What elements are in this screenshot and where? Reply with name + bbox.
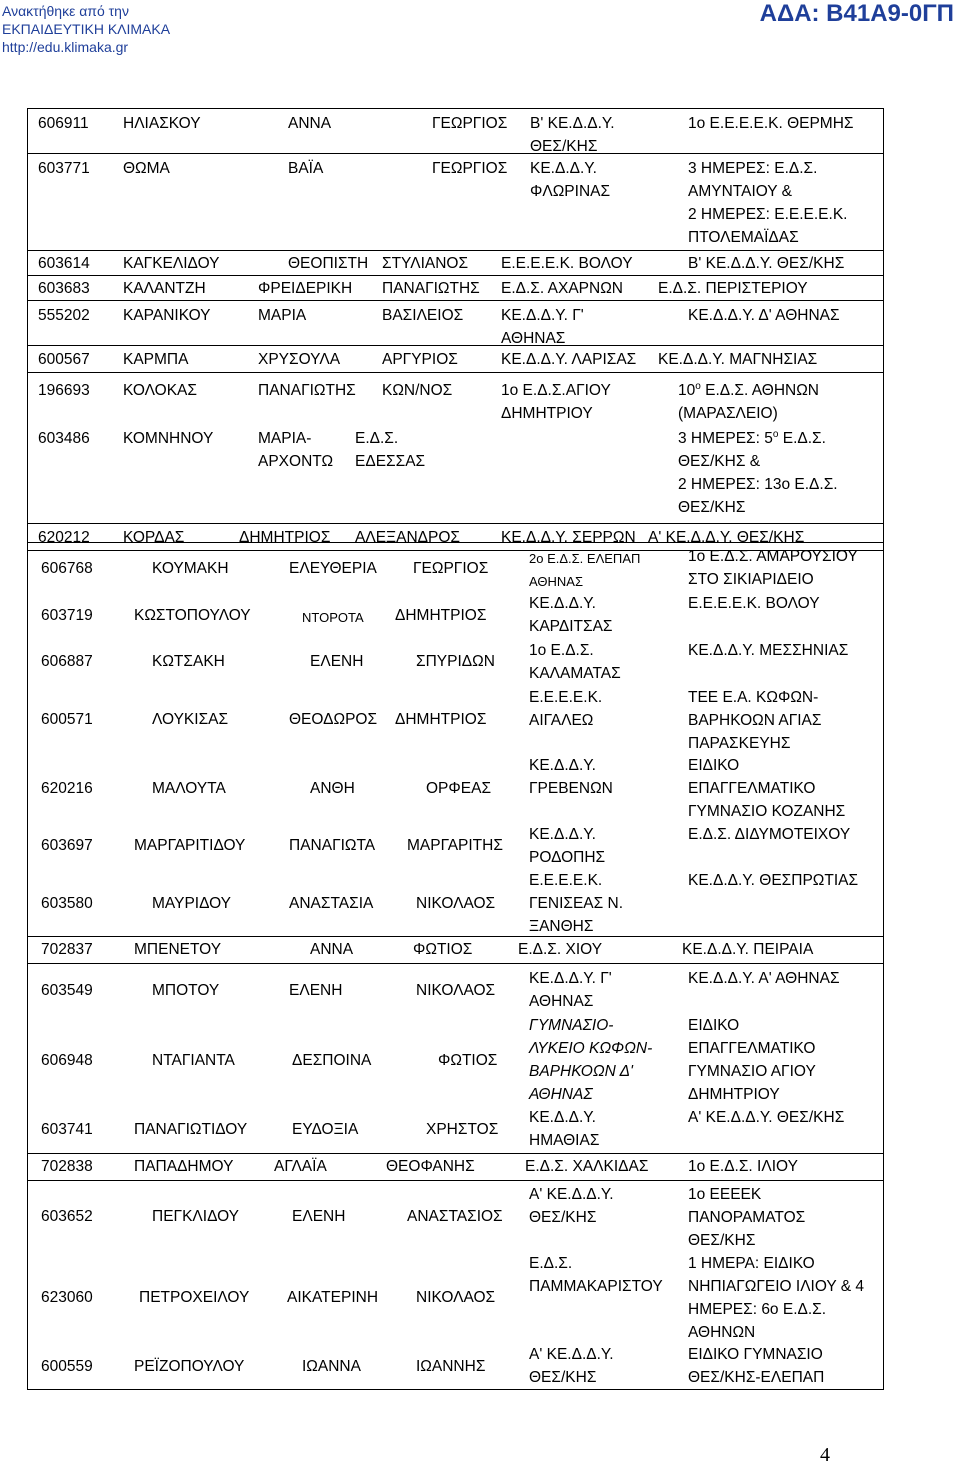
cell-from: Ε.Ε.Ε.Ε.Κ. ΒΟΛΟΥ <box>501 255 633 272</box>
table-row <box>28 154 883 251</box>
cell-id: 600567 <box>38 351 90 368</box>
cell-to: Β' ΚΕ.Δ.Δ.Υ. ΘΕΣ/ΚΗΣ <box>688 255 845 272</box>
cell-to: ΚΕ.Δ.Δ.Υ. ΠΕΙΡΑΙΑ <box>682 941 814 958</box>
cell-from: 1ο Ε.Δ.Σ. ΚΑΛΑΜΑΤΑΣ <box>529 642 621 682</box>
cell-name: ΒΑΪΑ <box>288 160 324 177</box>
cell-surname: ΚΟΡΔΑΣ <box>123 529 185 546</box>
cell-from: ΚΕ.Δ.Δ.Υ. ΓΡΕΒΕΝΩΝ <box>529 757 613 797</box>
cell-father: ΘΕΟΦΑΝΗΣ <box>386 1158 475 1175</box>
cell-father: ΝΙΚΟΛΑΟΣ <box>416 895 496 912</box>
cell-to: ΚΕ.Δ.Δ.Υ. ΘΕΣΠΡΩΤΙΑΣ <box>688 872 859 889</box>
table-row <box>28 346 883 373</box>
cell-id: 600559 <box>41 1358 93 1375</box>
cell-surname: ΜΑΡΓΑΡΙΤΙΔΟΥ <box>134 837 246 854</box>
cell-id: 620216 <box>41 780 93 797</box>
cell-to: ΚΕ.Δ.Δ.Υ. Δ' ΑΘΗΝΑΣ <box>688 307 840 324</box>
cell-surname: ΚΟΜΝΗΝΟΥ <box>123 430 214 447</box>
cell-surname: ΛΟΥΚΙΣΑΣ <box>152 711 229 728</box>
cell-father: ΔΗΜΗΤΡΙΟΣ <box>395 711 487 728</box>
cell-name: ΕΥΔΟΞΙΑ <box>292 1121 359 1138</box>
cell-father: ΟΡΦΕΑΣ <box>426 780 492 797</box>
row-divider <box>28 963 883 964</box>
cell-id: 702837 <box>41 941 93 958</box>
source-line-2: ΕΚΠΑΙΔΕΥΤΙΚΗ ΚΛΙΜΑΚΑ <box>2 21 171 37</box>
cell-father: ΚΩΝ/ΝΟΣ <box>382 382 453 399</box>
cell-name: ΑΝΑΣΤΑΣΙΑ <box>289 895 374 912</box>
cell-name: ΕΛΕΥΘΕΡΙΑ <box>289 560 377 577</box>
cell-father: ΝΙΚΟΛΑΟΣ <box>416 1289 496 1306</box>
cell-father: ΔΗΜΗΤΡΙΟΣ <box>395 607 487 624</box>
cell-father: ΜΑΡΓΑΡΙΤΗΣ <box>407 837 503 854</box>
cell-to-bottom: 3 ΗΜΕΡΕΣ: $5^o$ Ε.Δ.Σ. ΘΕΣ/ΚΗΣ & 2 ΗΜΕΡΕΣ: 13ο Ε.Δ.Σ. ΘΕΣ/ΚΗΣ <box>678 428 838 516</box>
cell-father: ΠΑΝΑΓΙΩΤΗΣ <box>382 280 480 297</box>
cell-surname: ΠΑΝΑΓΙΩΤΙΔΟΥ <box>134 1121 248 1138</box>
cell-surname: ΠΕΤΡΟΧΕΙΛΟΥ <box>139 1289 250 1306</box>
source-link[interactable]: http://edu.klimaka.gr <box>2 39 129 55</box>
cell-name: ΑΝΝΑ <box>310 941 354 958</box>
cell-name: ΑΙΚΑΤΕΡΙΝΗ <box>287 1289 379 1306</box>
cell-surname: ΚΩΣΤΟΠΟΥΛΟΥ <box>134 607 251 624</box>
ada-code: ΑΔΑ: Β41Α9-0ΓΠ <box>759 0 954 27</box>
source-watermark <box>2 2 170 56</box>
page-number: 4 <box>820 1444 830 1466</box>
cell-to: 1ο Ε.Ε.Ε.Ε.Κ. ΘΕΡΜΗΣ <box>688 115 854 132</box>
row-divider <box>28 1180 883 1181</box>
cell-from: ΚΕ.Δ.Δ.Υ. Γ' ΑΘΗΝΑΣ <box>501 307 584 347</box>
cell-from: Ε.Δ.Σ. ΧΙΟΥ <box>518 941 603 958</box>
cell-id: 196693 <box>38 382 90 399</box>
cell-from: ΚΕ.Δ.Δ.Υ. Γ' ΑΘΗΝΑΣ <box>529 970 612 1010</box>
cell-name: ΠΑΝΑΓΙΩΤΑ <box>289 837 376 854</box>
cell-name: ΑΓΛΑΪΑ <box>274 1158 327 1175</box>
cell-to: Ε.Δ.Σ. ΔΙΔΥΜΟΤΕΙΧΟΥ <box>688 826 851 843</box>
cell-id: 603549 <box>41 982 93 999</box>
cell-to: ΕΙΔΙΚΟ ΕΠΑΓΓΕΛΜΑΤΙΚΟ ΓΥΜΝΑΣΙΟ ΚΟΖΑΝΗΣ <box>688 757 846 820</box>
cell-to: 3 ΗΜΕΡΕΣ: Ε.Δ.Σ. ΑΜΥΝΤΑΙΟΥ & 2 ΗΜΕΡΕΣ: Ε.Ε.Ε.Ε.Κ. ΠΤΟΛΕΜΑΪΔΑΣ <box>688 160 848 246</box>
cell-id: 603697 <box>41 837 93 854</box>
cell-to: 1ο Ε.Δ.Σ. ΑΜΑΡΟΥΣΙΟΥ ΣΤΟ ΣΙΚΙΑΡΙΔΕΙΟ <box>688 548 858 588</box>
table-row <box>28 276 883 301</box>
cell-id: 603614 <box>38 255 90 272</box>
cell-id: 606911 <box>38 115 89 132</box>
cell-surname: ΡΕΪΖΟΠΟΥΛΟΥ <box>134 1358 245 1375</box>
cell-surname: ΚΟΛΟΚΑΣ <box>123 382 197 399</box>
cell-surname: ΜΠΟΤΟΥ <box>152 982 220 999</box>
cell-to: 1 ΗΜΕΡΑ: ΕΙΔΙΚΟ ΝΗΠΙΑΓΩΓΕΙΟ ΙΛΙΟΥ & 4 ΗΜΕΡΕΣ: 6ο Ε.Δ.Σ. ΑΘΗΝΩΝ <box>688 1255 865 1341</box>
cell-father: ΙΩΑΝΝΗΣ <box>416 1358 486 1375</box>
cell-from: ΚΕ.Δ.Δ.Υ. ΡΟΔΟΠΗΣ <box>529 826 606 866</box>
cell-name: ΕΛΕΝΗ <box>310 653 364 670</box>
table-row-merged-block <box>28 373 883 524</box>
table-row <box>28 109 883 154</box>
cell-from: ΚΕ.Δ.Δ.Υ. ΛΑΡΙΣΑΣ <box>501 351 637 368</box>
cell-from: Α' ΚΕ.Δ.Δ.Υ. ΘΕΣ/ΚΗΣ <box>529 1346 614 1386</box>
cell-from: ΓΥΜΝΑΣΙΟ- ΛΥΚΕΙΟ ΚΩΦΩΝ- ΒΑΡΗΚΟΩΝ Δ' ΑΘΗΝΑΣ <box>529 1017 653 1103</box>
cell-id: 600571 <box>41 711 93 728</box>
cell-surname: ΜΑΥΡΙΔΟΥ <box>152 895 232 912</box>
cell-name: ΜΑΡΙΑ <box>258 307 307 324</box>
cell-from: Ε.Ε.Ε.Ε.Κ. ΓΕΝΙΣΕΑΣ Ν. ΞΑΝΘΗΣ <box>529 872 624 935</box>
cell-id: 603719 <box>41 607 93 624</box>
row-divider <box>28 936 883 937</box>
cell-from: ΚΕ.Δ.Δ.Υ. ΗΜΑΘΙΑΣ <box>529 1109 600 1149</box>
cell-id: 606887 <box>41 653 93 670</box>
cell-from: 1ο Ε.Δ.Σ.ΑΓΙΟΥ ΔΗΜΗΤΡΙΟΥ <box>501 382 611 422</box>
cell-father: ΧΡΗΣΤΟΣ <box>426 1121 499 1138</box>
cell-father: ΑΛΕΞΑΝΔΡΟΣ <box>355 529 460 546</box>
cell-from: ΚΕ.Δ.Δ.Υ. ΣΕΡΡΩΝ <box>501 529 636 546</box>
cell-id: 555202 <box>38 307 90 324</box>
cell-surname: ΚΟΥΜΑΚΗ <box>152 560 229 577</box>
cell-to: Ε.Ε.Ε.Ε.Κ. ΒΟΛΟΥ <box>688 595 820 612</box>
cell-name: ΜΑΡΙΑ- ΑΡΧΟΝΤΩ <box>258 430 334 470</box>
cell-surname: ΝΤΑΓΙΑΝΤΑ <box>152 1052 235 1069</box>
cell-surname: ΚΑΓΚΕΛΙΔΟΥ <box>123 255 220 272</box>
cell-surname: ΜΠΕΝΕΤΟΥ <box>134 941 222 958</box>
cell-from: Ε.Δ.Σ. ΧΑΛΚΙΔΑΣ <box>525 1158 649 1175</box>
cell-surname: ΚΑΡΑΝΙΚΟΥ <box>123 307 211 324</box>
cell-surname: ΜΑΛΟΥΤΑ <box>152 780 226 797</box>
table-row <box>28 251 883 276</box>
cell-surname: ΚΑΡΜΠΑ <box>123 351 189 368</box>
cell-from: Ε.Ε.Ε.Ε.Κ. ΑΙΓΑΛΕΩ <box>529 689 603 729</box>
cell-name: ΝΤΟΡΟΤΑ <box>302 610 364 625</box>
cell-from: ΚΕ.Δ.Δ.Υ. ΚΑΡΔΙΤΣΑΣ <box>529 595 613 635</box>
cell-from: Ε.Δ.Σ. ΠΑΜΜΑΚΑΡΙΣΤΟΥ <box>529 1255 663 1295</box>
cell-from: Β' ΚΕ.Δ.Δ.Υ. ΘΕΣ/ΚΗΣ <box>530 115 615 155</box>
cell-id: 620212 <box>38 529 90 546</box>
cell-to: ΤΕΕ Ε.Α. ΚΩΦΩΝ- ΒΑΡΗΚΟΩΝ ΑΓΙΑΣ ΠΑΡΑΣΚΕΥΗΣ <box>688 689 822 752</box>
cell-id: 702838 <box>41 1158 93 1175</box>
cell-id: 606948 <box>41 1052 93 1069</box>
cell-to: 1ο Ε.Δ.Σ. ΙΛΙΟΥ <box>688 1158 798 1175</box>
cell-name: ΧΡΥΣΟΥΛΑ <box>258 351 341 368</box>
cell-to: ΚΕ.Δ.Δ.Υ. ΜΕΣΣΗΝΙΑΣ <box>688 642 849 659</box>
cell-id: 603652 <box>41 1208 93 1225</box>
cell-to: Ε.Δ.Σ. ΠΕΡΙΣΤΕΡΙΟΥ <box>658 280 808 297</box>
cell-name: ΕΛΕΝΗ <box>289 982 343 999</box>
cell-surname: ΠΑΠΑΔΗΜΟΥ <box>134 1158 234 1175</box>
cell-to: ΕΙΔΙΚΟ ΓΥΜΝΑΣΙΟ ΘΕΣ/ΚΗΣ-ΕΛΕΠΑΠ <box>688 1346 825 1386</box>
cell-father: ΓΕΩΡΓΙΟΣ <box>413 560 489 577</box>
cell-name: ΠΑΝΑΓΙΩΤΗΣ <box>258 382 356 399</box>
cell-name: ΑΝΘΗ <box>310 780 355 797</box>
cell-father: ΝΙΚΟΛΑΟΣ <box>416 982 496 999</box>
cell-name: ΘΕΟΔΩΡΟΣ <box>289 711 378 728</box>
cell-father: Ε.Δ.Σ. ΕΔΕΣΣΑΣ <box>355 430 426 470</box>
source-line-1: Ανακτήθηκε από την <box>2 3 129 19</box>
cell-surname: ΚΩΤΣΑΚΗ <box>152 653 225 670</box>
cell-to: ΚΕ.Δ.Δ.Υ. ΜΑΓΝΗΣΙΑΣ <box>658 351 818 368</box>
cell-surname: ΠΕΓΚΛΙΔΟΥ <box>152 1208 239 1225</box>
cell-from: 2ο Ε.Δ.Σ. ΕΛΕΠΑΠ ΑΘΗΝΑΣ <box>529 551 641 589</box>
cell-id: 603683 <box>38 280 90 297</box>
cell-name: ΘΕΟΠΙΣΤΗ <box>288 255 369 272</box>
cell-father: ΑΡΓΥΡΙΟΣ <box>382 351 458 368</box>
cell-father: ΦΩΤΙΟΣ <box>413 941 473 958</box>
cell-id: 603486 <box>38 430 90 447</box>
transfers-table-1 <box>27 108 884 551</box>
cell-father: ΣΤΥΛΙΑΝΟΣ <box>382 255 469 272</box>
cell-father: ΑΝΑΣΤΑΣΙΟΣ <box>407 1208 503 1225</box>
cell-name: ΕΛΕΝΗ <box>292 1208 346 1225</box>
cell-surname: ΘΩΜΑ <box>123 160 170 177</box>
cell-id: 623060 <box>41 1289 93 1306</box>
row-divider <box>28 1153 883 1154</box>
cell-to: Α' ΚΕ.Δ.Δ.Υ. ΘΕΣ/ΚΗΣ <box>648 529 805 546</box>
cell-to: Α' ΚΕ.Δ.Δ.Υ. ΘΕΣ/ΚΗΣ <box>688 1109 845 1126</box>
cell-id: 603741 <box>41 1121 93 1138</box>
cell-name: ΔΗΜΗΤΡΙΟΣ <box>239 529 331 546</box>
cell-father: ΓΕΩΡΓΙΟΣ <box>432 160 508 177</box>
cell-id: 603580 <box>41 895 93 912</box>
cell-name: ΔΕΣΠΟΙΝΑ <box>292 1052 372 1069</box>
cell-from: Ε.Δ.Σ. ΑΧΑΡΝΩΝ <box>501 280 623 297</box>
cell-name: ΦΡΕΙΔΕΡΙΚΗ <box>258 280 353 297</box>
cell-from: ΚΕ.Δ.Δ.Υ. ΦΛΩΡΙΝΑΣ <box>530 160 611 200</box>
cell-to: 1ο ΕΕΕΕΚ ΠΑΝΟΡΑΜΑΤΟΣ ΘΕΣ/ΚΗΣ <box>688 1186 806 1249</box>
cell-id: 606768 <box>41 560 93 577</box>
cell-name: ΑΝΝΑ <box>288 115 332 132</box>
cell-to: ΕΙΔΙΚΟ ΕΠΑΓΓΕΛΜΑΤΙΚΟ ΓΥΜΝΑΣΙΟ ΑΓΙΟΥ ΔΗΜΗΤΡΙΟΥ <box>688 1017 816 1103</box>
cell-father: ΓΕΩΡΓΙΟΣ <box>432 115 508 132</box>
cell-id: 603771 <box>38 160 90 177</box>
table-row <box>28 301 883 346</box>
cell-surname: ΗΛΙΑΣΚΟΥ <box>123 115 201 132</box>
cell-to: ΚΕ.Δ.Δ.Υ. Α' ΑΘΗΝΑΣ <box>688 970 840 987</box>
cell-surname: ΚΑΛΑΝΤΖΗ <box>123 280 206 297</box>
cell-to-top: $10^o$ Ε.Δ.Σ. ΑΘΗΝΩΝ (ΜΑΡΑΣΛΕΙΟ) <box>678 380 819 422</box>
cell-father: ΣΠΥΡΙΔΩΝ <box>416 653 495 670</box>
transfers-table-2 <box>27 542 884 1390</box>
cell-name: ΙΩΑΝΝΑ <box>302 1358 361 1375</box>
cell-father: ΒΑΣΙΛΕΙΟΣ <box>382 307 464 324</box>
cell-father: ΦΩΤΙΟΣ <box>438 1052 498 1069</box>
cell-from: Α' ΚΕ.Δ.Δ.Υ. ΘΕΣ/ΚΗΣ <box>529 1186 614 1226</box>
